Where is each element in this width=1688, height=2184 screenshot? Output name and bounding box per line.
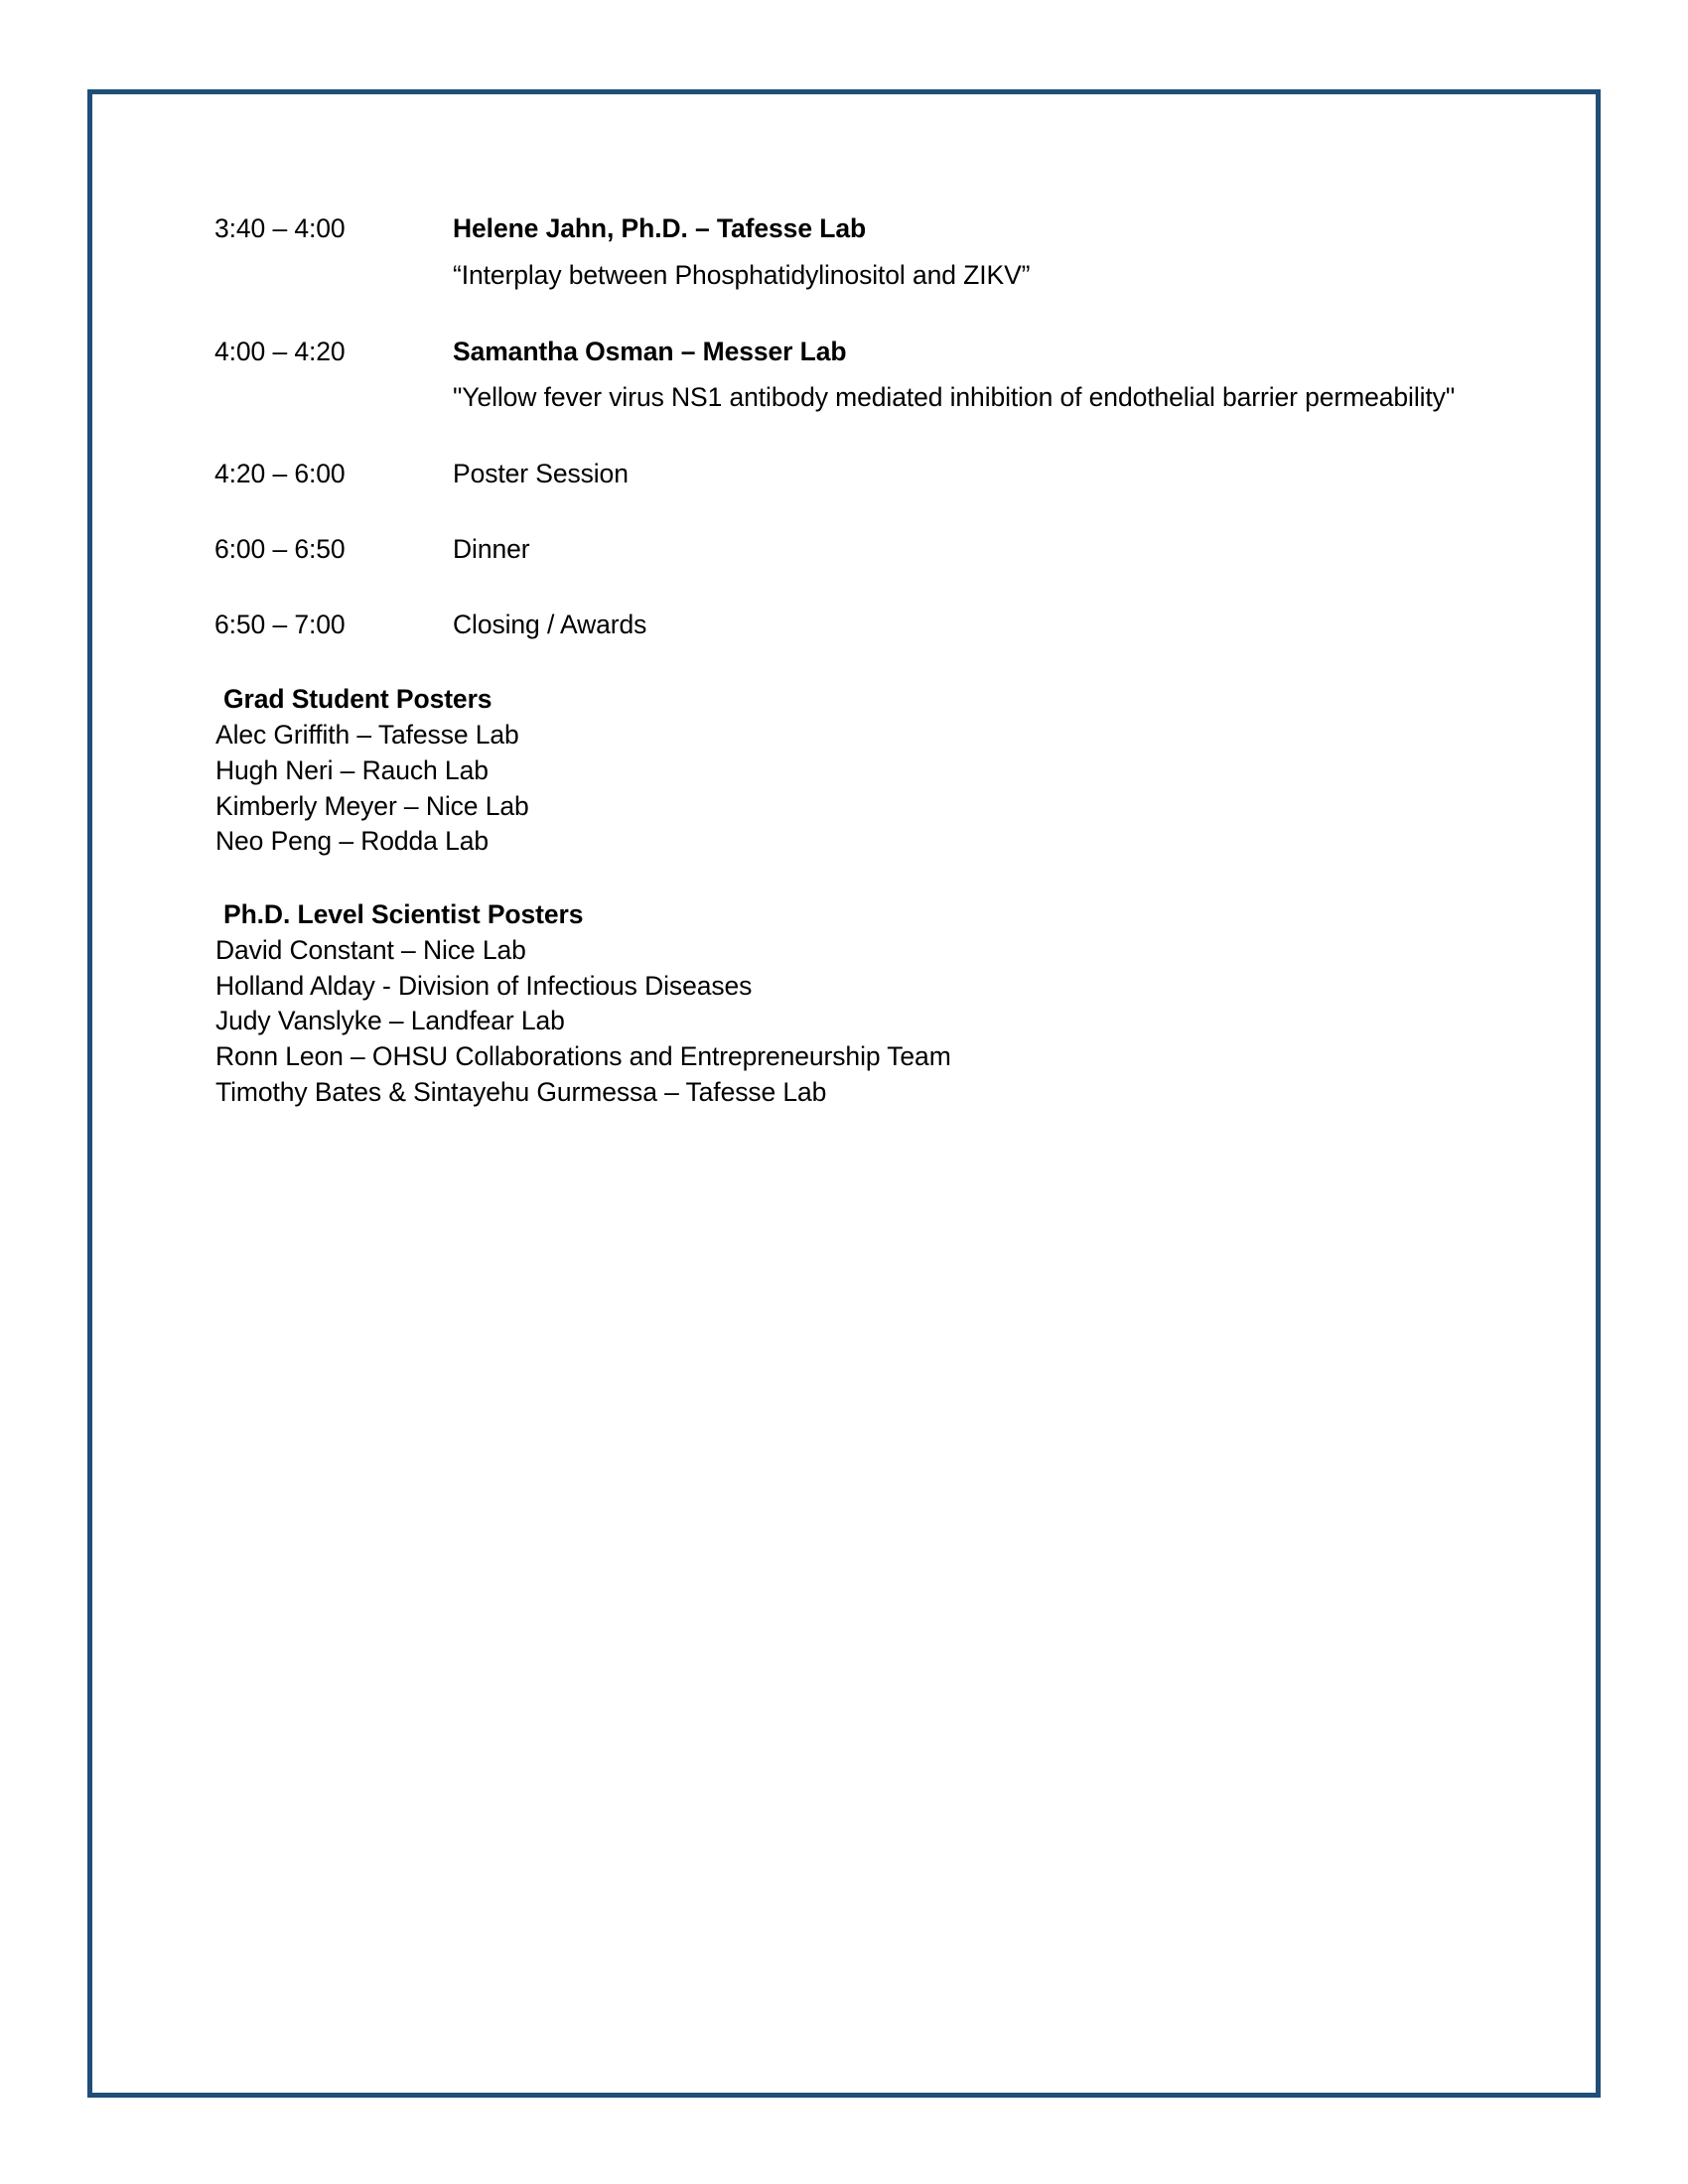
agenda-line — [214, 211, 1654, 247]
agenda-row — [214, 335, 1654, 417]
agenda-line — [214, 532, 1654, 568]
agenda-row — [214, 457, 1654, 492]
section-spacer — [214, 860, 1654, 897]
poster-list-item: Hugh Neri – Rauch Lab — [215, 754, 489, 785]
poster-list-item: Judy Vanslyke – Landfear Lab — [215, 1006, 565, 1036]
document-border-frame — [87, 89, 1601, 2098]
agenda-subtitle: "Yellow fever virus NS1 antibody mediated inhibition of endothelial barrier permeability" — [453, 382, 1456, 413]
agenda-title: Helene Jahn, Ph.D. – Tafesse Lab — [453, 213, 867, 243]
poster-list-item: David Constant – Nice Lab — [215, 934, 526, 965]
document-content — [214, 211, 1654, 1111]
poster-list-item: Timothy Bates & Sintayehu Gurmessa – Tafesse Lab — [215, 1077, 827, 1108]
agenda-row — [214, 532, 1654, 568]
agenda-time: 4:20 – 6:00 — [214, 459, 346, 489]
agenda-line — [214, 457, 1654, 492]
agenda-title: Closing / Awards — [453, 609, 647, 639]
poster-list-item: Holland Alday - Division of Infectious Diseases — [215, 970, 753, 1001]
agenda-row — [214, 608, 1654, 643]
poster-list-item: Kimberly Meyer – Nice Lab — [215, 790, 529, 821]
agenda-time: 4:00 – 4:20 — [214, 336, 346, 366]
agenda-time: 3:40 – 4:00 — [214, 213, 346, 243]
agenda-title: Poster Session — [453, 459, 629, 489]
agenda-time: 6:00 – 6:50 — [214, 533, 346, 564]
agenda-time: 6:50 – 7:00 — [214, 609, 346, 639]
agenda-row — [214, 211, 1654, 294]
poster-list-item: Ronn Leon – OHSU Collaborations and Entrepreneurship Team — [215, 1041, 951, 1072]
poster-list-item: Alec Griffith – Tafesse Lab — [215, 720, 519, 751]
poster-section-heading: Grad Student Posters — [223, 684, 492, 715]
agenda-line — [214, 608, 1654, 643]
agenda-subtitle: “Interplay between Phosphatidylinositol and ZIKV” — [453, 259, 1031, 290]
poster-section-grad-student — [214, 682, 1654, 860]
poster-section-heading: Ph.D. Level Scientist Posters — [223, 899, 584, 930]
agenda-line — [214, 335, 1654, 370]
poster-list-item: Neo Peng – Rodda Lab — [215, 826, 489, 857]
agenda-title: Samantha Osman – Messer Lab — [453, 336, 847, 366]
poster-section-phd-scientist — [214, 897, 1654, 1111]
agenda-title: Dinner — [453, 533, 530, 564]
